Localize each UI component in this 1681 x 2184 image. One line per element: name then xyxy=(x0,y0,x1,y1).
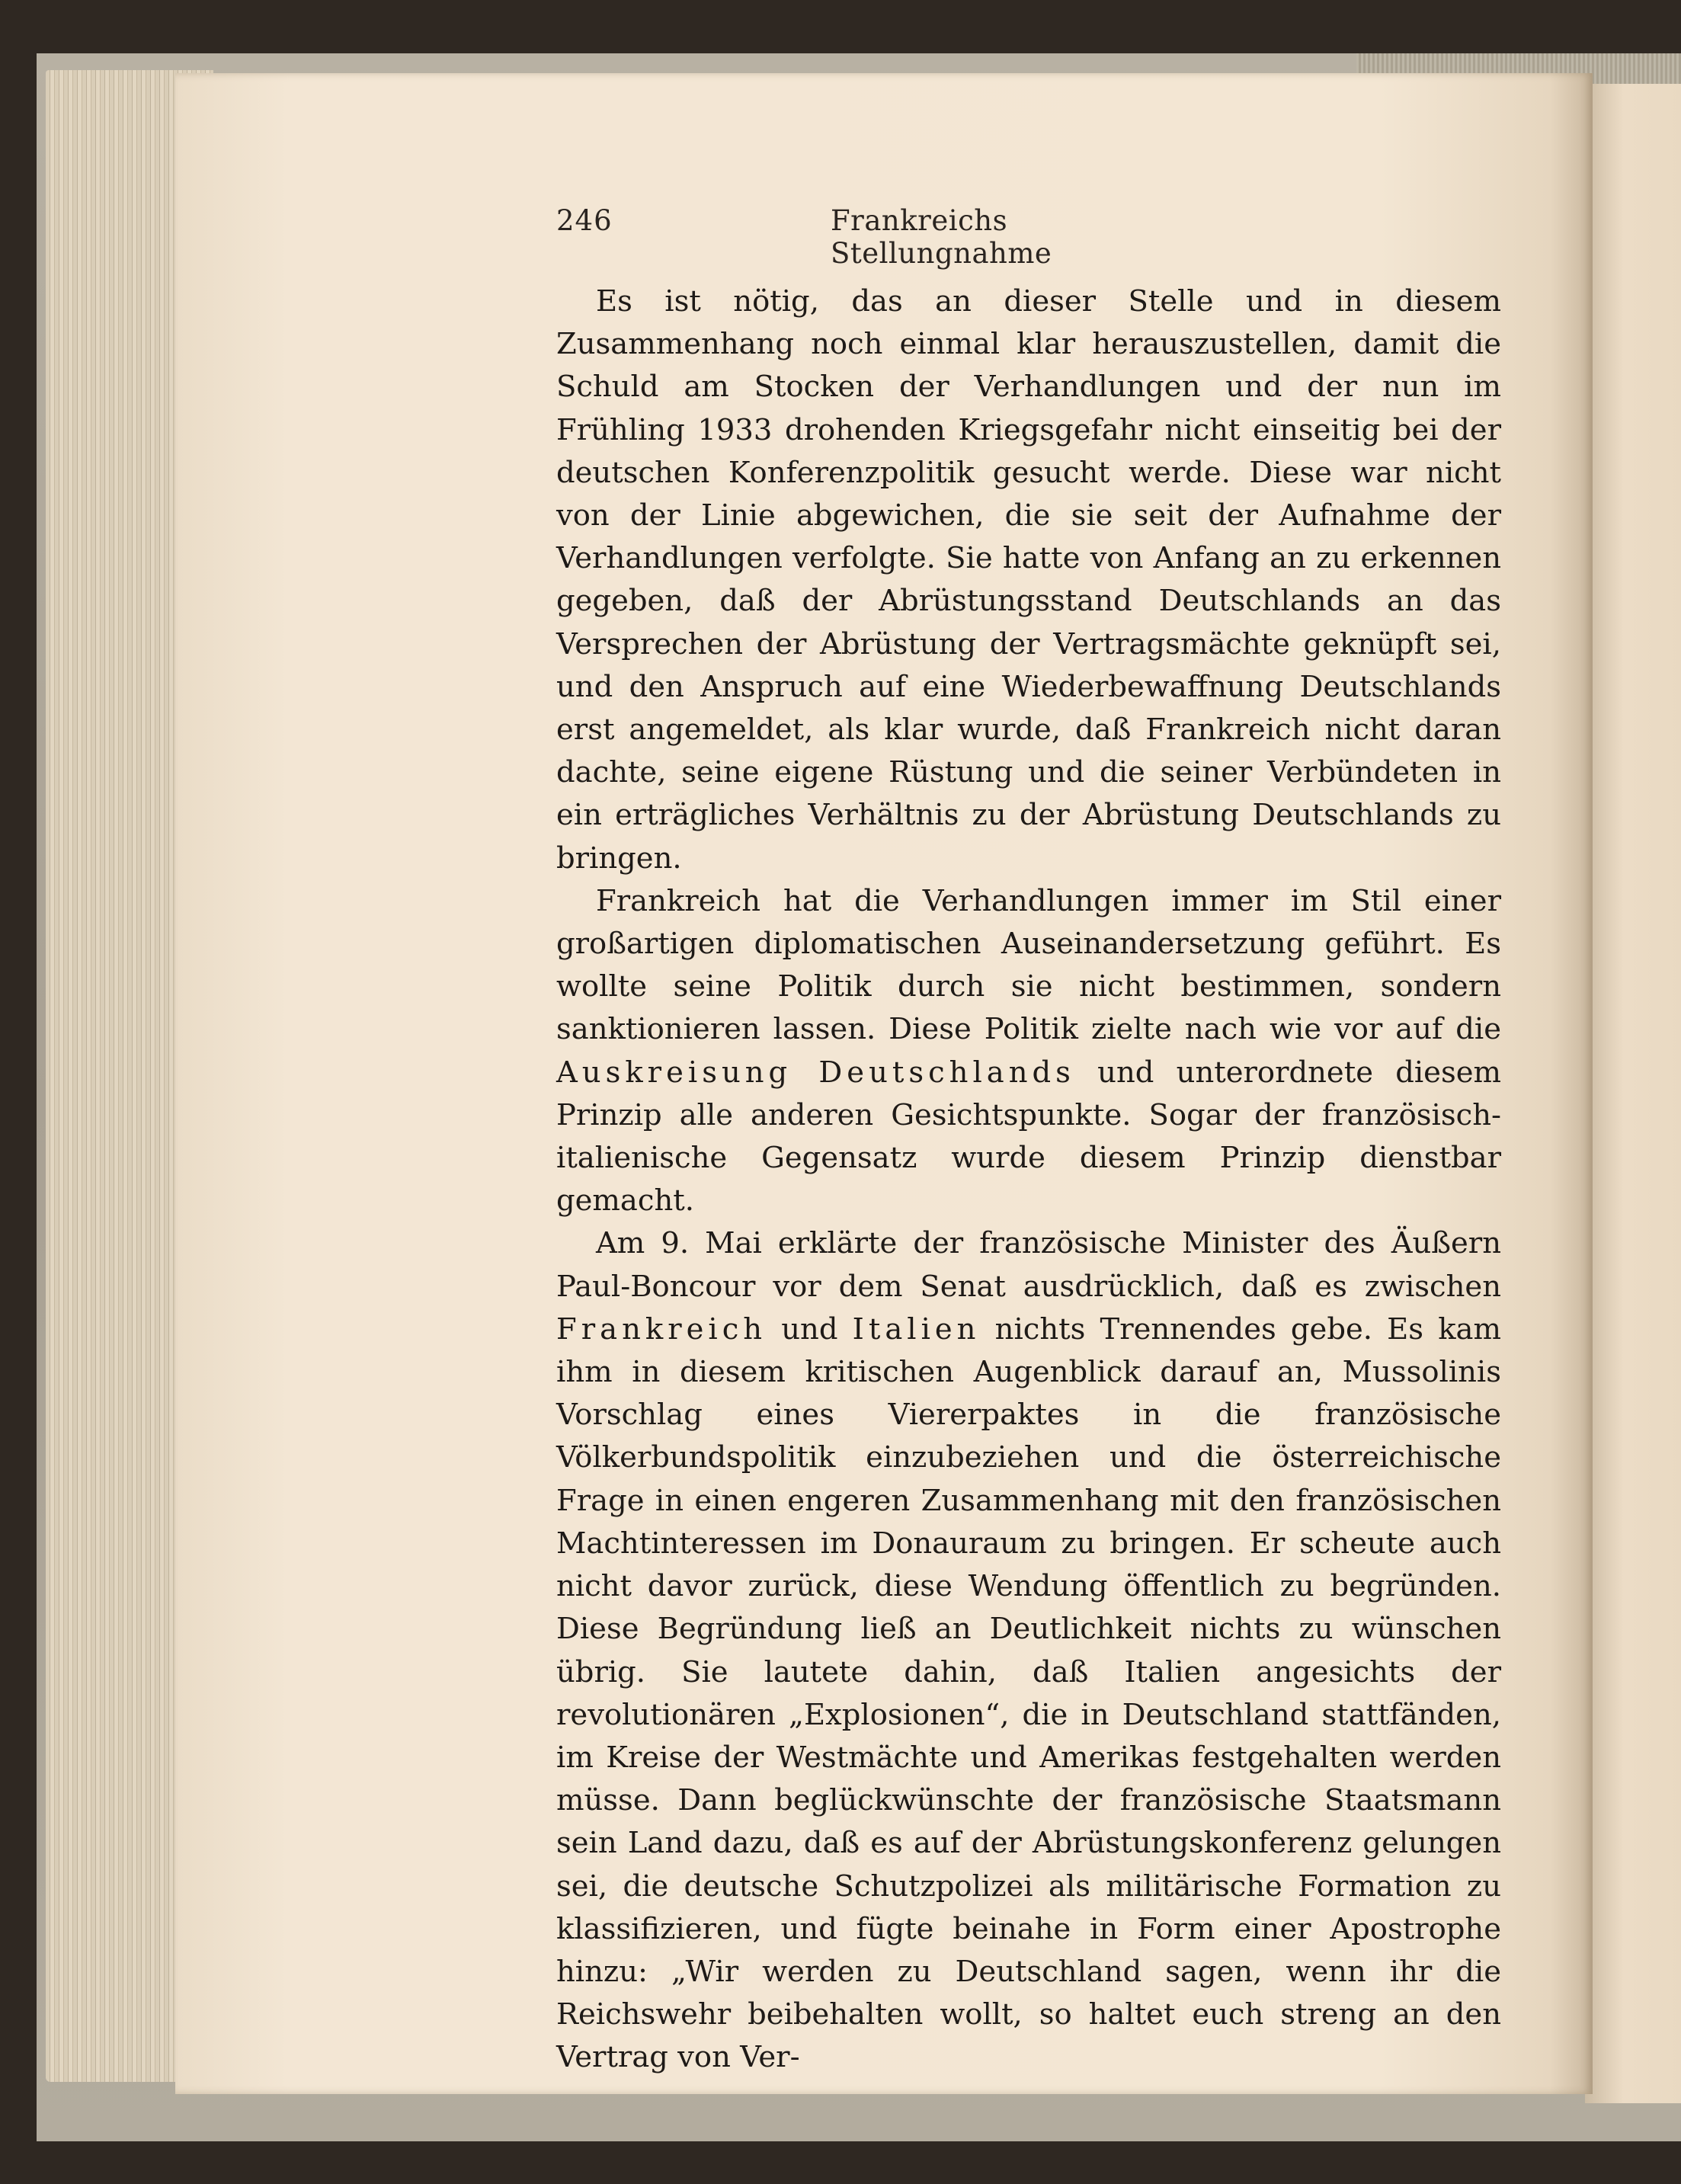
paragraph-3-text-a: Am 9. Mai erklärte der französische Minister des Äußern Paul-Boncour vor dem Senat ausdrücklich, daß es zwischen xyxy=(556,1226,1501,1304)
paragraph-1: Es ist nötig, das an dieser Stelle und in diesem Zusammenhang noch einmal klar herauszustellen, damit die Schuld am Stocken der Verhandlungen und der nun im Frühling 1933 drohenden Kriegsgefahr nicht einseitig bei der deutschen Konferenzpolitik gesucht werde. Diese war nicht von der Linie abgewichen, die sie seit der Aufnahme der Verhandlungen verfolgte. Sie hatte von Anfang an zu erkennen gegeben, daß der Abrüstungsstand Deutschlands an das Versprechen der Abrüstung der Vertragsmächte geknüpft sei, und den Anspruch auf eine Wiederbewaffnung Deutschlands erst angemeldet, als klar wurde, daß Frankreich nicht daran dachte, seine eigene Rüstung und die seiner Verbündeten in ein erträgliches Verhältnis zu der Abrüstung Deutschlands zu bringen. xyxy=(556,284,1501,876)
paragraph-2-emphasis: Auskreisung Deutschlands xyxy=(556,1055,1075,1090)
paragraph-2-text-a: Frankreich hat die Verhandlungen immer im Stil einer großartigen diplomatischen Auseinandersetzung geführt. Es wollte seine Politik durch sie nicht bestimmen, sondern sanktionieren lassen. Diese Politik zielte nach wie vor auf die xyxy=(556,883,1501,1047)
paragraph-2-text-b: und unterordnete diesem Prinzip alle anderen Gesichtspunkte. Sogar der französisch-italienische Gegensatz wurde diesem Prinzip dienstbar gemacht. xyxy=(556,1055,1502,1218)
paragraph-3-emphasis-2: Italien xyxy=(852,1311,981,1347)
running-head xyxy=(556,204,1204,270)
paragraph-3-text-c: nichts Trennendes gebe. Es kam ihm in diesem kritischen Augenblick darauf an, Mussolinis Vorschlag eines Viererpaktes in die französische Völkerbundspolitik einzubeziehen und die österreichische Frage in einen engeren Zusammenhang mit den französischen Machtinteressen im Donauraum zu bringen. Er scheute auch nicht davor zurück, diese Wendung öffentlich zu begründen. Diese Begründung ließ an Deutlichkeit nichts zu wünschen übrig. Sie lautete dahin, daß Italien angesichts der revolutionären „Explosionen“, die in Deutschland stattfänden, im Kreise der Westmächte und Amerikas festgehalten werden müsse. Dann beglückwünschte der französische Staatsmann sein Land dazu, daß es auf der Abrüstungskonferenz gelungen sei, die deutsche Schutzpolizei als militärische Formation zu klassifizieren, und fügte beinahe in Form einer Apostrophe hinzu: „Wir werden zu Deutschland sagen, wenn ihr die Reichswehr beibehalten wollt, so haltet euch streng an den Vertrag von Ver- xyxy=(556,1311,1501,2075)
body-text xyxy=(556,280,1501,2080)
paragraph-2 xyxy=(556,880,1501,1223)
running-title: Frankreichs Stellungnahme xyxy=(831,204,1052,270)
paragraph-3-text-b: und xyxy=(767,1311,853,1347)
facing-page-edge xyxy=(1585,84,1681,2103)
paragraph-3-emphasis-1: Frankreich xyxy=(556,1311,767,1347)
paragraph-3 xyxy=(556,1222,1501,2079)
page-number: 246 xyxy=(556,204,613,237)
